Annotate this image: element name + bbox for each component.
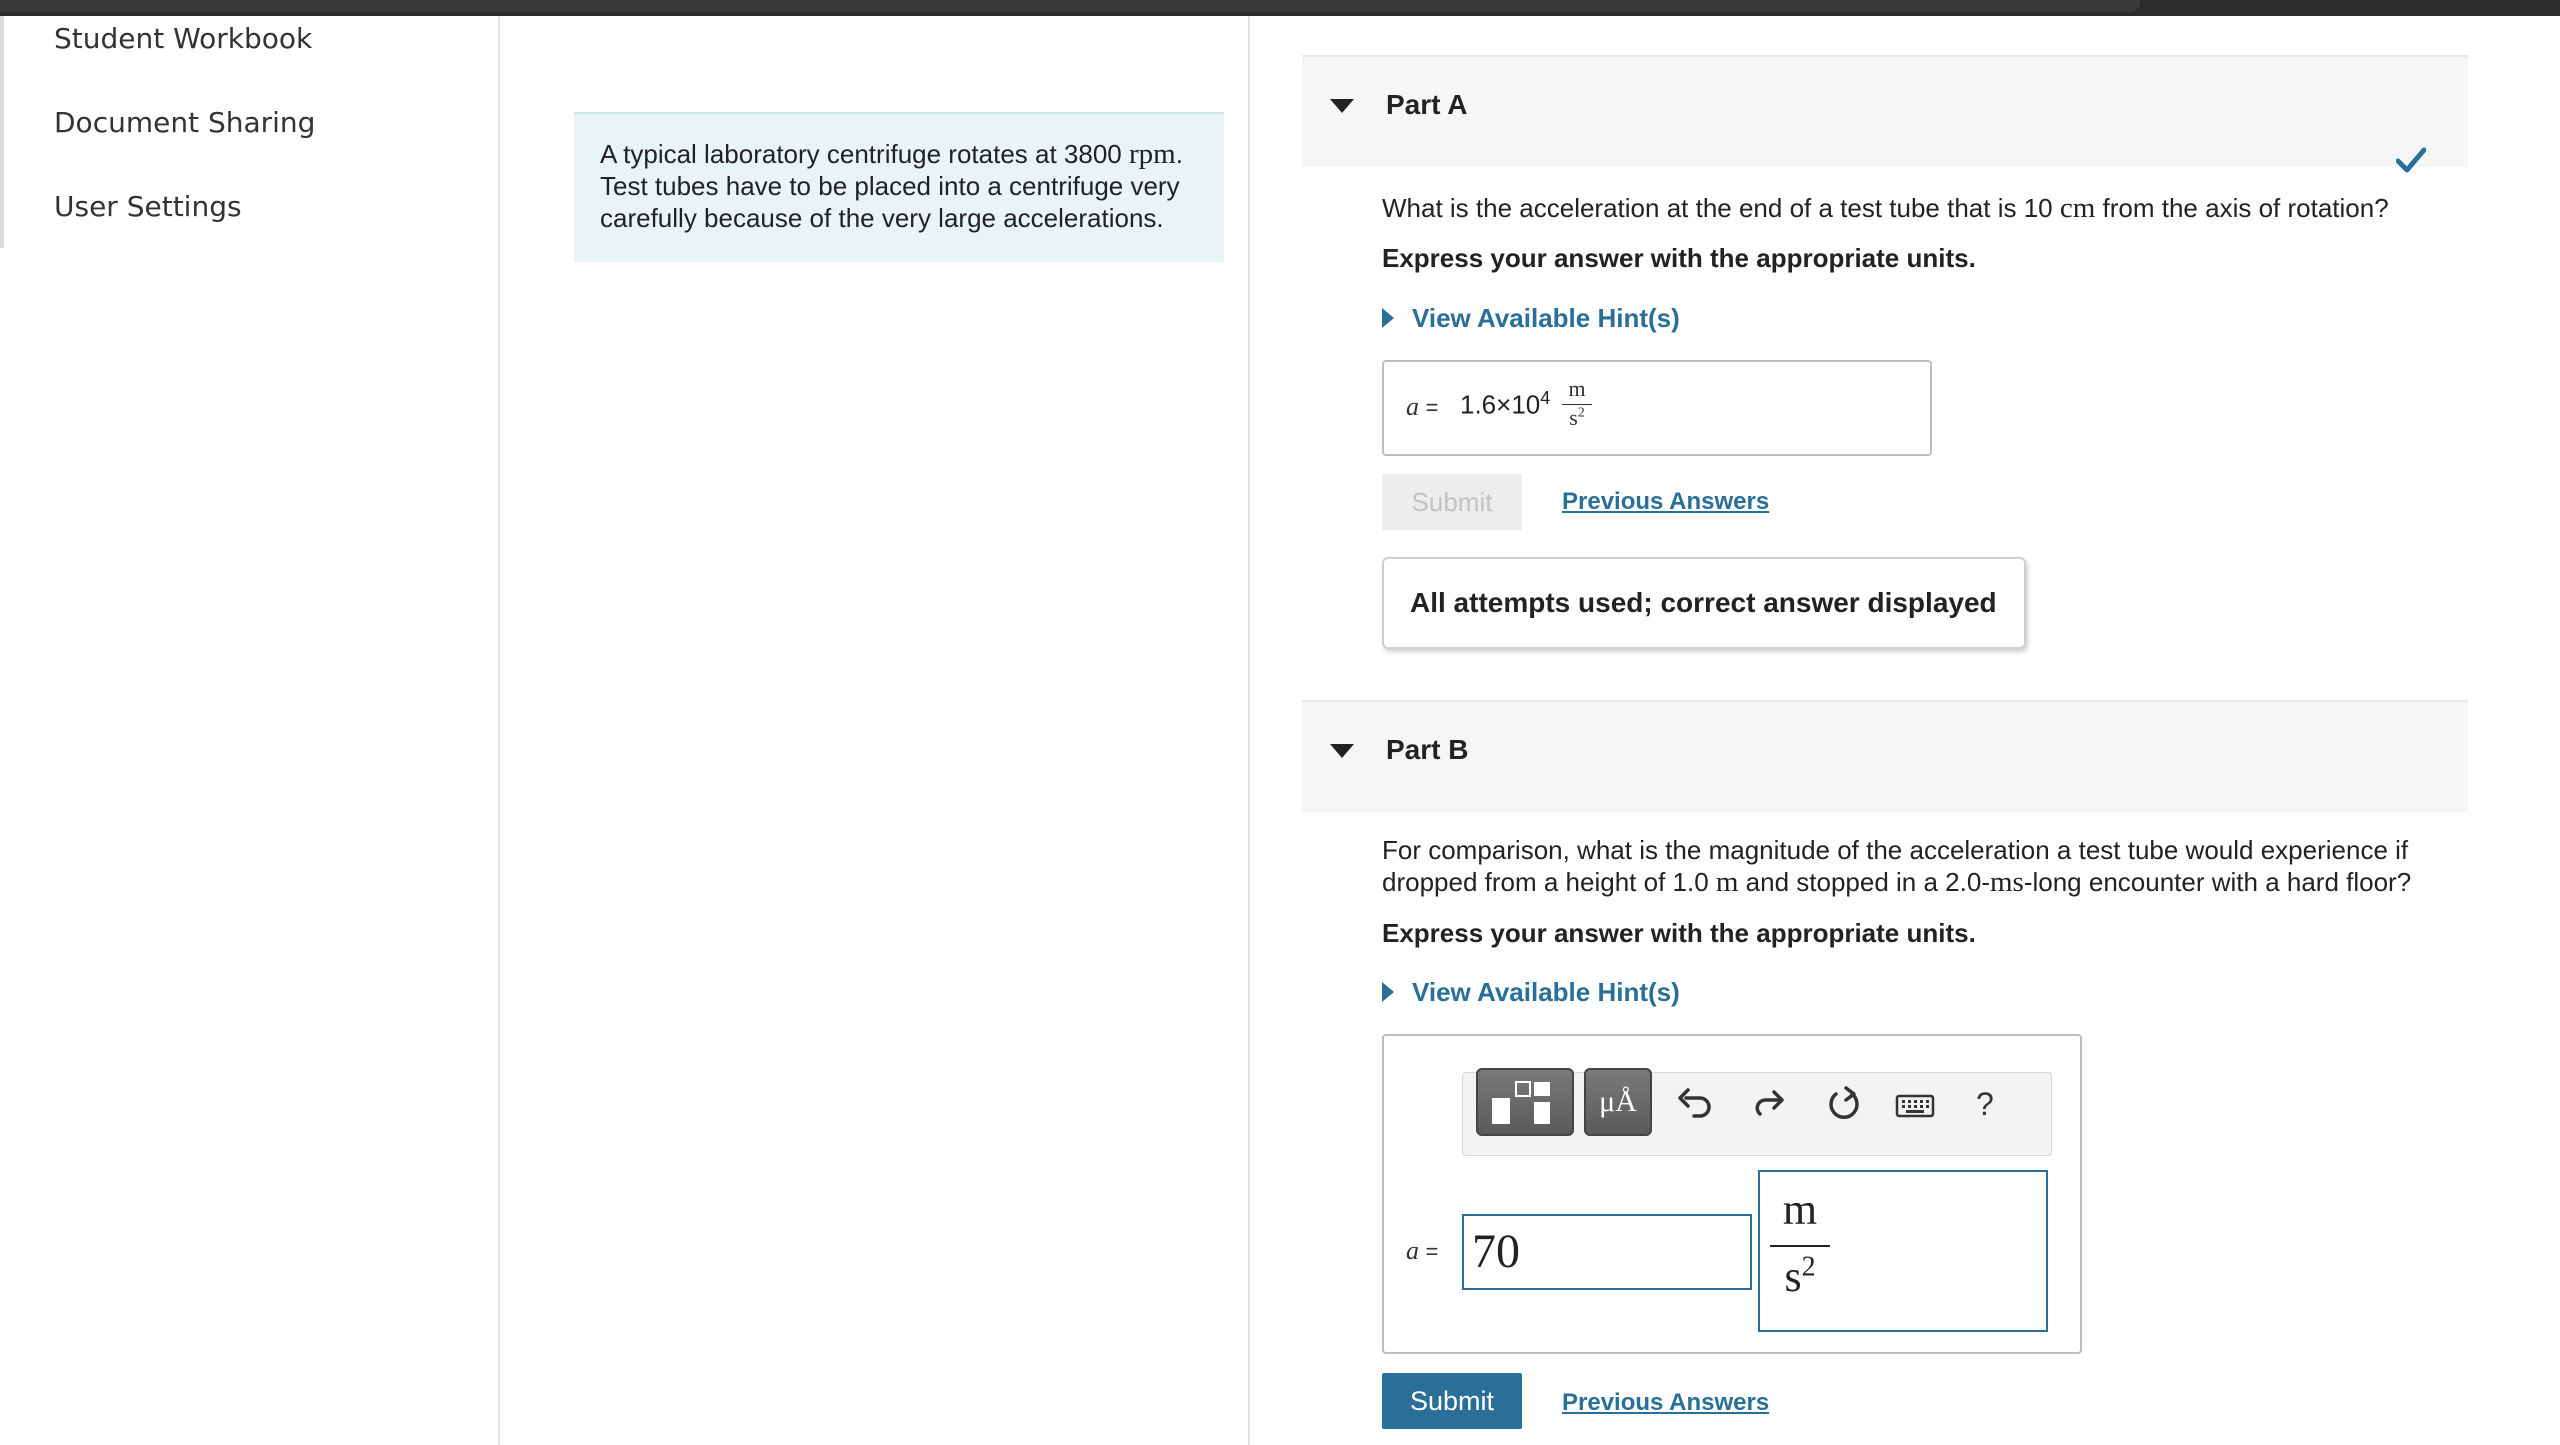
unit-denominator-exponent: 2	[1801, 1251, 1816, 1283]
part-b-question	[1382, 834, 2442, 898]
part-a-header[interactable]	[1302, 55, 2468, 167]
templates-button[interactable]	[1476, 1068, 1574, 1136]
part-a-title: Part A	[1386, 89, 1468, 120]
part-a-hint-label: View Available Hint(s)	[1412, 303, 1680, 333]
part-a-instruction: Express your answer with the appropriate units.	[1382, 243, 1976, 273]
part-b-previous-answers-link[interactable]: Previous Answers	[1562, 1389, 1770, 1416]
units-button[interactable]: μÅ	[1584, 1068, 1652, 1136]
expand-triangle-icon	[1382, 982, 1394, 1002]
redo-icon[interactable]	[1748, 1084, 1790, 1126]
unit-numerator: m	[1562, 376, 1592, 405]
attempts-used-message: All attempts used; correct answer displayed	[1382, 557, 2026, 649]
unit-denominator-exponent: 2	[1577, 405, 1585, 421]
collapse-caret-icon[interactable]	[1330, 99, 1354, 113]
answer-value-input[interactable]: 70	[1462, 1214, 1752, 1290]
keyboard-icon[interactable]	[1894, 1084, 1936, 1126]
answer-unit-input[interactable]	[1758, 1170, 2048, 1332]
unit-denominator-base: s	[1784, 1252, 1802, 1301]
variable-a: a	[1406, 1236, 1419, 1265]
part-a-question-text-1: What is the acceleration at the end of a test tube that is 10	[1382, 193, 2060, 223]
sidebar-item-user-settings[interactable]: User Settings	[54, 190, 242, 223]
templates-icon	[1478, 1070, 1572, 1134]
answer-variable	[1406, 392, 1438, 422]
part-a-answer-display	[1382, 360, 1932, 456]
unit-denominator	[1770, 1247, 1830, 1302]
answer-mantissa: 1.6×10	[1460, 389, 1541, 420]
part-b-hint-link[interactable]	[1382, 977, 1680, 1008]
part-b-header[interactable]	[1302, 700, 2468, 812]
part-a-question-text-2: from the axis of rotation?	[2095, 193, 2389, 223]
part-b-question-text-2: and stopped in a 2.0-	[1738, 867, 1990, 897]
problem-intro-box	[574, 112, 1224, 262]
part-a-submit-button[interactable]: Submit	[1382, 474, 1522, 530]
variable-a: a	[1406, 392, 1419, 421]
answer-unit-fraction	[1562, 376, 1592, 431]
part-b-instruction: Express your answer with the appropriate units.	[1382, 918, 1976, 948]
part-a-previous-answers-link[interactable]: Previous Answers	[1562, 488, 1770, 515]
part-b-answer-area	[1382, 1034, 2082, 1354]
part-b-unit-ms: ms	[1989, 866, 2024, 898]
sidebar-item-student-workbook[interactable]: Student Workbook	[54, 22, 313, 55]
answer-exponent: 4	[1540, 388, 1551, 408]
help-button[interactable]: ?	[1976, 1086, 1994, 1122]
sidebar	[0, 16, 500, 1445]
collapse-caret-icon[interactable]	[1330, 744, 1354, 758]
unit-denominator-base: s	[1569, 405, 1578, 430]
sidebar-item-document-sharing[interactable]: Document Sharing	[54, 106, 316, 139]
part-b-question-text-3: -long encounter with a hard floor?	[2023, 867, 2412, 897]
intro-text-2: . Test tubes have to be placed into a centrifuge very carefully because of the very large accelerations.	[600, 139, 1183, 233]
browser-top-bar	[0, 0, 2560, 16]
part-a-question	[1382, 192, 2442, 224]
problem-intro-column	[502, 16, 1250, 1445]
part-b-submit-button[interactable]: Submit	[1382, 1373, 1522, 1429]
intro-text-1: A typical laboratory centrifuge rotates at 3800	[600, 139, 1129, 169]
part-a-hint-link[interactable]	[1382, 303, 1680, 334]
unit-denominator	[1562, 405, 1592, 431]
reset-icon[interactable]	[1822, 1084, 1864, 1126]
checkmark-icon	[2396, 147, 2426, 173]
browser-top-bar-inner	[0, 0, 2140, 12]
part-b-title: Part B	[1386, 734, 1469, 765]
sidebar-accent	[0, 16, 4, 248]
answer-value	[1460, 388, 1550, 421]
unit-numerator: m	[1770, 1184, 1830, 1247]
part-b-hint-label: View Available Hint(s)	[1412, 977, 1680, 1007]
unit-fraction	[1770, 1184, 1830, 1302]
answer-variable	[1406, 1236, 1438, 1266]
equals-sign: =	[1425, 1239, 1439, 1264]
equals-sign: =	[1425, 395, 1439, 420]
undo-icon[interactable]	[1674, 1084, 1716, 1126]
part-b-unit-m: m	[1715, 866, 1739, 898]
expand-triangle-icon	[1382, 308, 1394, 328]
part-a-question-unit: cm	[2059, 192, 2096, 224]
intro-unit-rpm: rpm	[1128, 138, 1176, 170]
part-b-question-text-1: For comparison, what is the magnitude of the acceleration a test tube would experience if dropped from a height of 1.0	[1382, 835, 2409, 897]
